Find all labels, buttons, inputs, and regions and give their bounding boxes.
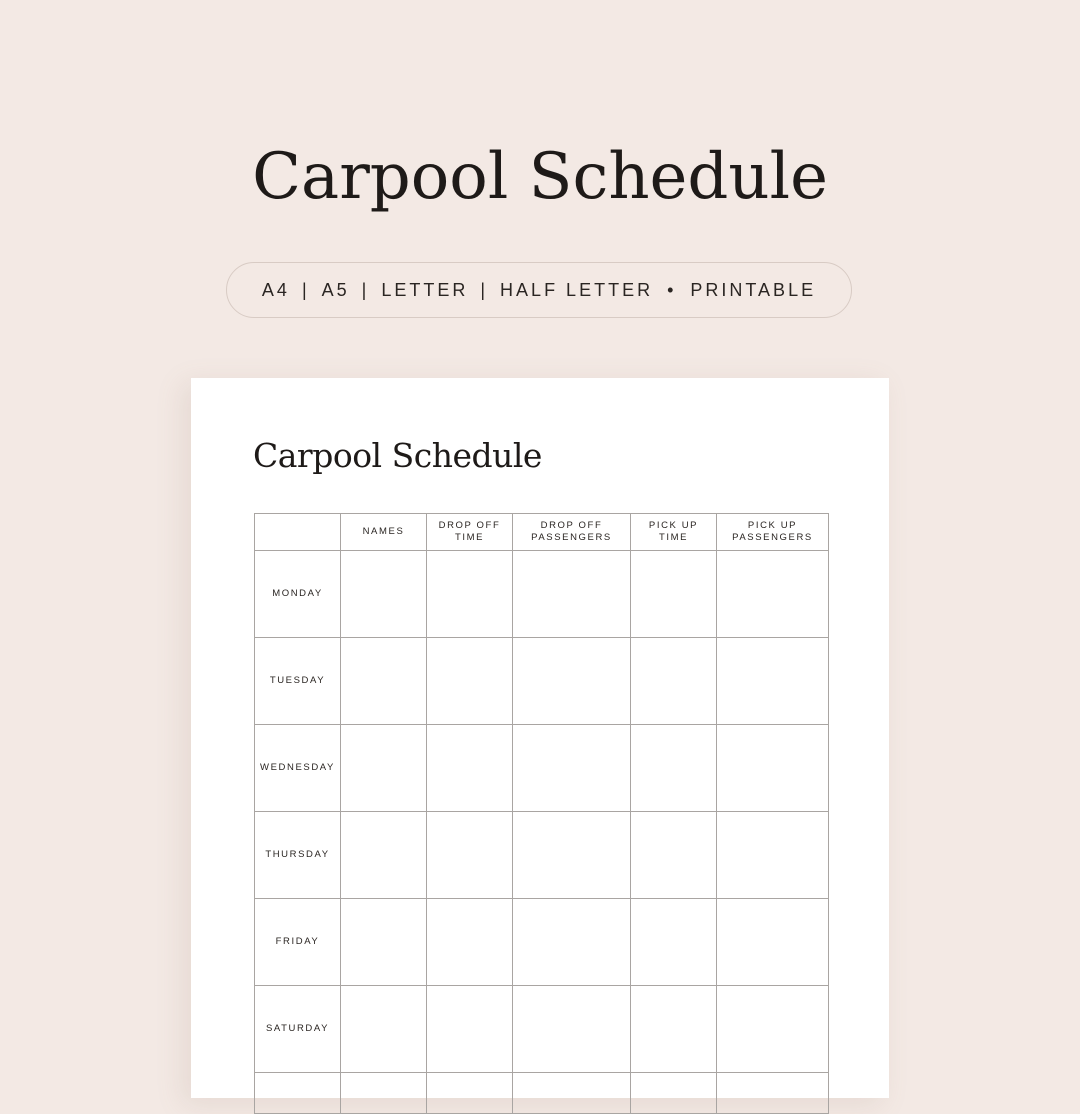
header-pick-up-time: PICK UP TIME	[631, 514, 717, 551]
empty-cell	[341, 812, 427, 899]
empty-cell	[427, 638, 513, 725]
format-separator: |	[301, 279, 310, 300]
empty-cell	[341, 725, 427, 812]
table-row	[255, 812, 829, 899]
empty-cell	[631, 638, 717, 725]
table-row	[255, 551, 829, 638]
day-label-saturday: SATURDAY	[255, 986, 341, 1073]
format-separator: |	[361, 279, 370, 300]
empty-cell	[631, 725, 717, 812]
day-label-tuesday: TUESDAY	[255, 638, 341, 725]
empty-cell	[427, 1073, 513, 1114]
empty-cell	[631, 812, 717, 899]
empty-cell	[513, 638, 631, 725]
empty-cell	[631, 1073, 717, 1114]
empty-cell	[427, 812, 513, 899]
header-pick-up-passengers: PICK UP PASSENGERS	[717, 514, 829, 551]
format-dot: •	[667, 279, 677, 300]
table-row	[255, 725, 829, 812]
empty-cell	[631, 986, 717, 1073]
empty-cell	[341, 551, 427, 638]
header-names: NAMES	[341, 514, 427, 551]
header-row	[255, 514, 829, 551]
table-row	[255, 638, 829, 725]
format-a5: A5	[321, 279, 350, 300]
hero-title: Carpool Schedule	[252, 140, 828, 214]
empty-cell	[255, 1073, 341, 1114]
format-letter: LETTER	[381, 279, 469, 300]
empty-cell	[427, 551, 513, 638]
empty-cell	[427, 725, 513, 812]
format-printable: PRINTABLE	[690, 279, 817, 300]
day-label-thursday: THURSDAY	[255, 812, 341, 899]
table-row	[255, 986, 829, 1073]
empty-cell	[717, 1073, 829, 1114]
header-drop-off-time: DROP OFF TIME	[427, 514, 513, 551]
day-label-friday: FRIDAY	[255, 899, 341, 986]
sheet-title: Carpool Schedule	[253, 436, 542, 475]
empty-cell	[631, 899, 717, 986]
empty-cell	[513, 725, 631, 812]
format-separator: |	[480, 279, 489, 300]
empty-cell	[717, 812, 829, 899]
empty-cell	[341, 1073, 427, 1114]
empty-cell	[513, 812, 631, 899]
format-half-letter: HALF LETTER	[500, 279, 654, 300]
empty-cell	[717, 638, 829, 725]
empty-cell	[341, 986, 427, 1073]
format-a4: A4	[261, 279, 290, 300]
day-label-wednesday: WEDNESDAY	[255, 725, 341, 812]
empty-cell	[513, 899, 631, 986]
table-row-partial	[255, 1073, 829, 1114]
empty-cell	[717, 986, 829, 1073]
schedule-table	[254, 513, 829, 1114]
format-pill	[226, 262, 852, 318]
empty-cell	[717, 725, 829, 812]
empty-cell	[717, 899, 829, 986]
empty-cell	[513, 986, 631, 1073]
empty-cell	[631, 551, 717, 638]
printable-sheet	[191, 378, 889, 1098]
header-drop-off-passengers: DROP OFF PASSENGERS	[513, 514, 631, 551]
empty-cell	[427, 899, 513, 986]
empty-cell	[341, 899, 427, 986]
empty-cell	[513, 551, 631, 638]
header-day-blank	[255, 514, 341, 551]
table-row	[255, 899, 829, 986]
empty-cell	[341, 638, 427, 725]
empty-cell	[513, 1073, 631, 1114]
day-label-monday: MONDAY	[255, 551, 341, 638]
empty-cell	[427, 986, 513, 1073]
empty-cell	[717, 551, 829, 638]
